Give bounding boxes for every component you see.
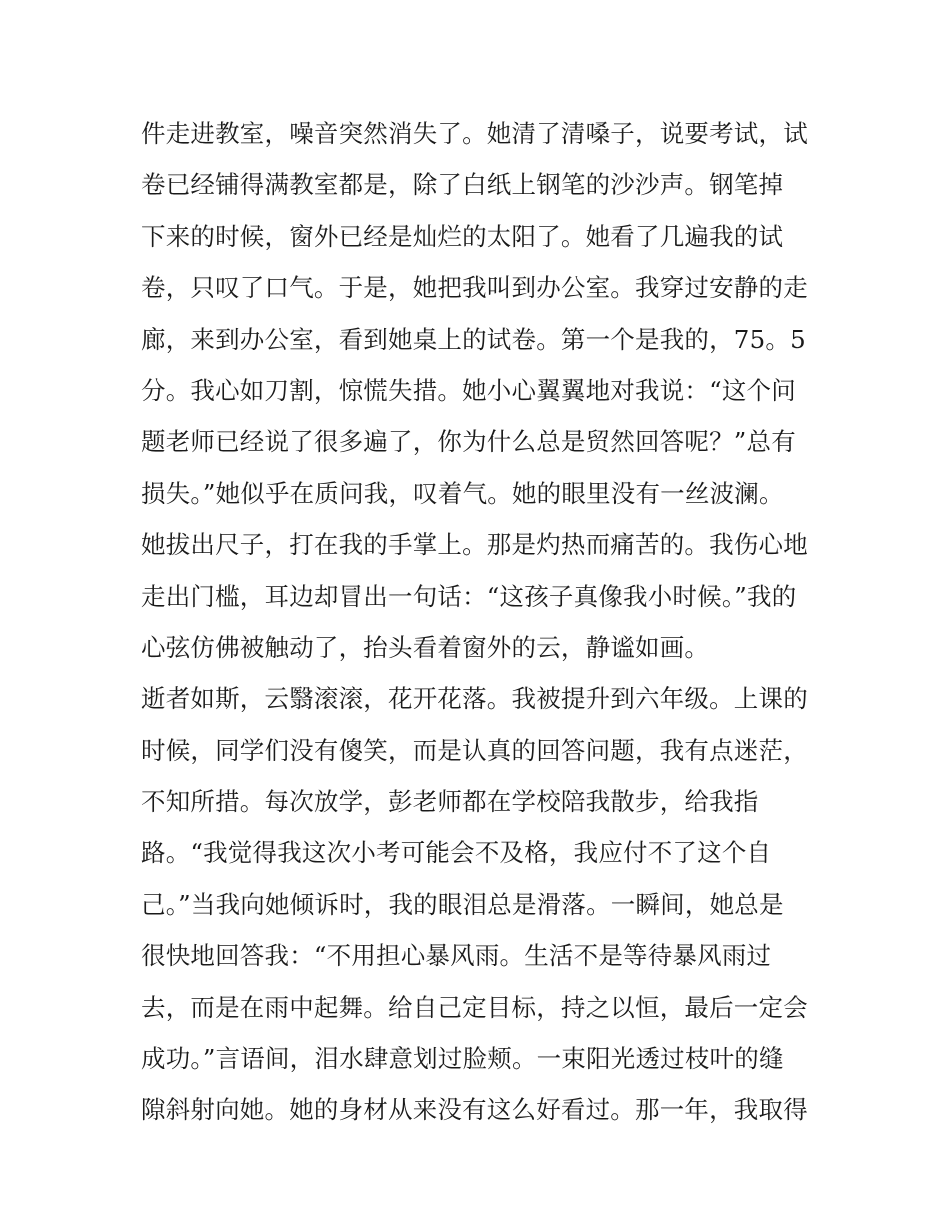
text-line: 成功。”言语间，泪水肆意划过脸颊。一束阳光透过枝叶的缝 <box>141 1044 784 1074</box>
text-line: 题老师已经说了很多遍了，你为什么总是贸然回答呢？”总有 <box>141 427 796 457</box>
text-line: 损失。”她似乎在质问我，叹着气。她的眼里没有一丝波澜。 <box>141 478 784 508</box>
text-line: 路。“我觉得我这次小考可能会不及格，我应付不了这个自 <box>141 838 772 868</box>
text-line: 时候，同学们没有傻笑，而是认真的回答问题，我有点迷茫， <box>141 735 808 765</box>
body-text <box>141 108 821 1136</box>
text-line: 很快地回答我：“不用担心暴风雨。生活不是等待暴风雨过 <box>141 941 772 971</box>
text-line: 逝者如斯，云翳滚滚，花开花落。我被提升到六年级。上课的 <box>141 684 808 714</box>
text-line: 下来的时候，窗外已经是灿烂的太阳了。她看了几遍我的试 <box>141 221 784 251</box>
text-line: 廊，来到办公室，看到她桌上的试卷。第一个是我的，75。5 <box>141 324 806 354</box>
text-line: 隙斜射向她。她的身材从来没有这么好看过。那一年，我取得 <box>141 1095 808 1125</box>
text-line: 卷已经铺得满教室都是，除了白纸上钢笔的沙沙声。钢笔掉 <box>141 170 784 200</box>
text-line: 己。”当我向她倾诉时，我的眼泪总是滑落。一瞬间，她总是 <box>141 889 784 919</box>
text-line: 去，而是在雨中起舞。给自己定目标，持之以恒，最后一定会 <box>141 992 808 1022</box>
text-line: 走出门槛，耳边却冒出一句话：“这孩子真像我小时候。”我的 <box>141 581 797 611</box>
text-line: 分。我心如刀割，惊慌失措。她小心翼翼地对我说：“这个问 <box>141 375 796 405</box>
text-line: 不知所措。每次放学，彭老师都在学校陪我散步，给我指 <box>141 787 759 817</box>
text-line: 心弦仿佛被触动了，抬头看着窗外的云，静谧如画。 <box>141 632 710 662</box>
text-line: 她拔出尺子，打在我的手掌上。那是灼热而痛苦的。我伤心地 <box>141 530 808 560</box>
text-line: 件走进教室，噪音突然消失了。她清了清嗓子，说要考试，试 <box>141 119 808 148</box>
text-line: 卷，只叹了口气。于是，她把我叫到办公室。我穿过安静的走 <box>141 273 808 303</box>
